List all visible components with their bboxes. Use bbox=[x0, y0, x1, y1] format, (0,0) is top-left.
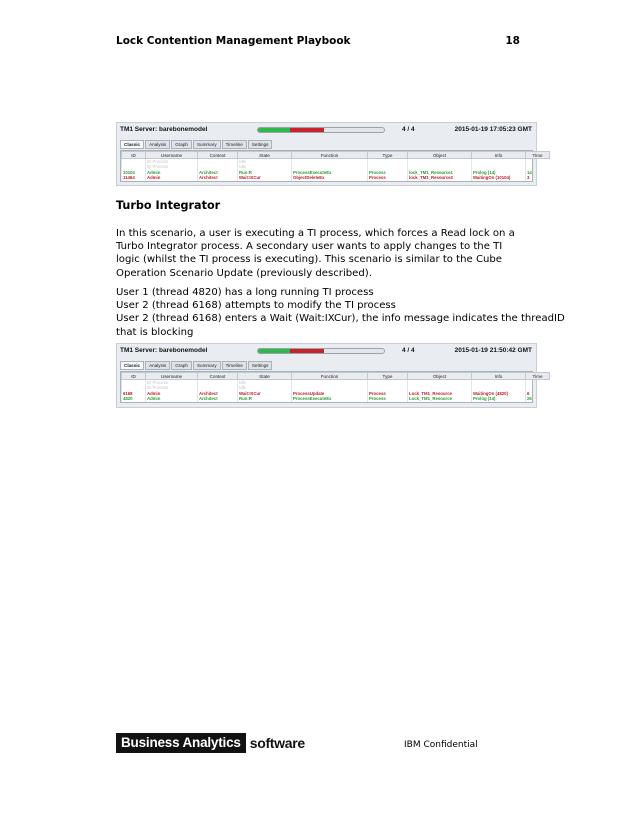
table-row[interactable] bbox=[122, 175, 550, 181]
column-header[interactable]: Username bbox=[146, 373, 198, 380]
tm1-screenshot-1 bbox=[116, 122, 543, 186]
tab-settings[interactable]: Settings bbox=[248, 140, 273, 149]
thread-count: 4 / 4 bbox=[402, 126, 415, 133]
table-cell: Lock_TM1_Resource bbox=[408, 396, 472, 402]
column-header[interactable]: Info bbox=[472, 373, 526, 380]
column-header[interactable]: State bbox=[238, 373, 292, 380]
table-cell: ID Process bbox=[146, 385, 198, 391]
table-cell: ProcessExecuteEx bbox=[292, 396, 368, 402]
column-header[interactable]: Object bbox=[408, 152, 472, 159]
table-cell: Process bbox=[368, 396, 408, 402]
server-label: TM1 Server: barebonemodel bbox=[120, 126, 208, 133]
table-cell: Lock_TM1_Resource bbox=[408, 391, 472, 397]
column-header[interactable]: ID bbox=[122, 373, 146, 380]
table-cell: Architect bbox=[198, 391, 238, 397]
table-cell: Admin bbox=[146, 391, 198, 397]
table-cell: 6 bbox=[526, 391, 550, 397]
tab-graph[interactable]: Graph bbox=[171, 361, 192, 370]
tab-classic[interactable]: Classic bbox=[120, 361, 144, 370]
document-title: Lock Contention Management Playbook bbox=[116, 35, 351, 47]
column-header[interactable]: Type bbox=[368, 152, 408, 159]
step-line: User 1 (thread 4820) has a long running TI process bbox=[116, 287, 374, 298]
table-cell: Process bbox=[368, 170, 408, 176]
business-analytics-logo bbox=[116, 733, 305, 753]
tab-bar bbox=[120, 140, 272, 149]
section-title: Turbo Integrator bbox=[116, 199, 221, 212]
table-cell: lock_TM1_Resource2 bbox=[408, 175, 472, 181]
table-cell: Architect bbox=[198, 170, 238, 176]
table-cell: Process bbox=[368, 391, 408, 397]
column-header[interactable]: Time bbox=[526, 152, 550, 159]
table-cell: 4820 bbox=[122, 396, 146, 402]
confidential-label: IBM Confidential bbox=[404, 740, 478, 750]
table-cell: 14 bbox=[526, 170, 550, 176]
scenario-paragraph: In this scenario, a user is executing a TI process, which forces a Read lock on a Turbo Integrator process. A secondary user wants to apply changes to the TI logic (whilst the TI process is executing). This scenario is similar to the Cube Operation Scenario Update (previously described). bbox=[116, 228, 515, 279]
table-cell: 10104 bbox=[122, 170, 146, 176]
page-header bbox=[116, 35, 520, 49]
column-header[interactable]: Function bbox=[292, 373, 368, 380]
table-cell: ProcessUpdate bbox=[292, 391, 368, 397]
table-cell: ObjectDeleteEx bbox=[292, 175, 368, 181]
thread-table bbox=[120, 371, 543, 403]
table-cell: ID Process bbox=[146, 159, 198, 165]
tab-timeline[interactable]: Timeline bbox=[222, 140, 247, 149]
table-cell: 26 bbox=[526, 396, 550, 402]
column-header[interactable]: Time bbox=[526, 373, 550, 380]
tab-analysis[interactable]: Analysis bbox=[145, 361, 170, 370]
progress-red bbox=[290, 349, 324, 353]
table-cell: Architect bbox=[198, 175, 238, 181]
progress-green bbox=[258, 349, 290, 353]
column-header[interactable]: Context bbox=[198, 373, 238, 380]
table-cell: Prolog (14) bbox=[472, 170, 526, 176]
table-cell: Prolog (14) bbox=[472, 396, 526, 402]
table-cell: ProcessExecuteEx bbox=[292, 170, 368, 176]
progress-bar bbox=[257, 348, 385, 354]
column-header[interactable]: Type bbox=[368, 373, 408, 380]
column-header[interactable]: Username bbox=[146, 152, 198, 159]
tab-bar bbox=[120, 361, 272, 370]
column-header[interactable]: State bbox=[238, 152, 292, 159]
table-cell: Admin bbox=[146, 396, 198, 402]
step-line: User 2 (thread 6168) attempts to modify the TI process bbox=[116, 300, 396, 312]
table-cell: Wait:IXCur bbox=[238, 175, 292, 181]
progress-green bbox=[258, 128, 290, 132]
tm1-screenshot-2 bbox=[116, 343, 543, 408]
table-cell: ID Process bbox=[146, 380, 198, 386]
table-cell: Run:R bbox=[238, 170, 292, 176]
table-cell: Architect bbox=[198, 396, 238, 402]
table-cell: Run:R bbox=[238, 396, 292, 402]
tab-analysis[interactable]: Analysis bbox=[145, 140, 170, 149]
table-cell: Admin bbox=[146, 175, 198, 181]
tab-timeline[interactable]: Timeline bbox=[222, 361, 247, 370]
table-row[interactable] bbox=[122, 396, 550, 402]
table-cell: Idle bbox=[238, 380, 292, 386]
steps-paragraph bbox=[116, 286, 565, 339]
table-cell: WaitingOn (4820) bbox=[472, 391, 526, 397]
page-number: 18 bbox=[505, 35, 520, 47]
table-cell: Idle bbox=[238, 159, 292, 165]
thread-count: 4 / 4 bbox=[402, 347, 415, 354]
table-cell: Process bbox=[368, 175, 408, 181]
progress-red bbox=[290, 128, 324, 132]
table-cell: lock_TM1_Resource1 bbox=[408, 170, 472, 176]
tab-summary[interactable]: Summary bbox=[193, 140, 221, 149]
table-cell: 3 bbox=[526, 175, 550, 181]
progress-bar bbox=[257, 127, 385, 133]
column-header[interactable]: Info bbox=[472, 152, 526, 159]
column-header[interactable]: Function bbox=[292, 152, 368, 159]
server-label: TM1 Server: barebonemodel bbox=[120, 347, 208, 354]
tab-classic[interactable]: Classic bbox=[120, 140, 144, 149]
thread-table bbox=[120, 150, 543, 182]
step-line: User 2 (thread 6168) enters a Wait (Wait:IXCur), the info message indicates the threadID bbox=[116, 313, 565, 325]
table-cell: Idle bbox=[238, 385, 292, 391]
column-header[interactable]: ID bbox=[122, 152, 146, 159]
table-cell: 11464 bbox=[122, 175, 146, 181]
logo-suffix: software bbox=[249, 735, 305, 751]
timestamp: 2015-01-19 17:05:23 GMT bbox=[454, 126, 532, 133]
tab-settings[interactable]: Settings bbox=[248, 361, 273, 370]
table-cell: Wait:IXCur bbox=[238, 391, 292, 397]
column-header[interactable]: Object bbox=[408, 373, 472, 380]
step-line: that is blocking bbox=[116, 326, 194, 338]
table-cell: ID Process bbox=[146, 164, 198, 170]
tab-summary[interactable]: Summary bbox=[193, 361, 221, 370]
column-header[interactable]: Context bbox=[198, 152, 238, 159]
table-cell: Admin bbox=[146, 170, 198, 176]
table-cell: Idle bbox=[238, 164, 292, 170]
table-cell: WaitingOn (10104) bbox=[472, 175, 526, 181]
tab-graph[interactable]: Graph bbox=[171, 140, 192, 149]
logo-box: Business Analytics bbox=[116, 733, 246, 753]
timestamp: 2015-01-19 21:50:42 GMT bbox=[454, 347, 532, 354]
table-cell: 6168 bbox=[122, 391, 146, 397]
